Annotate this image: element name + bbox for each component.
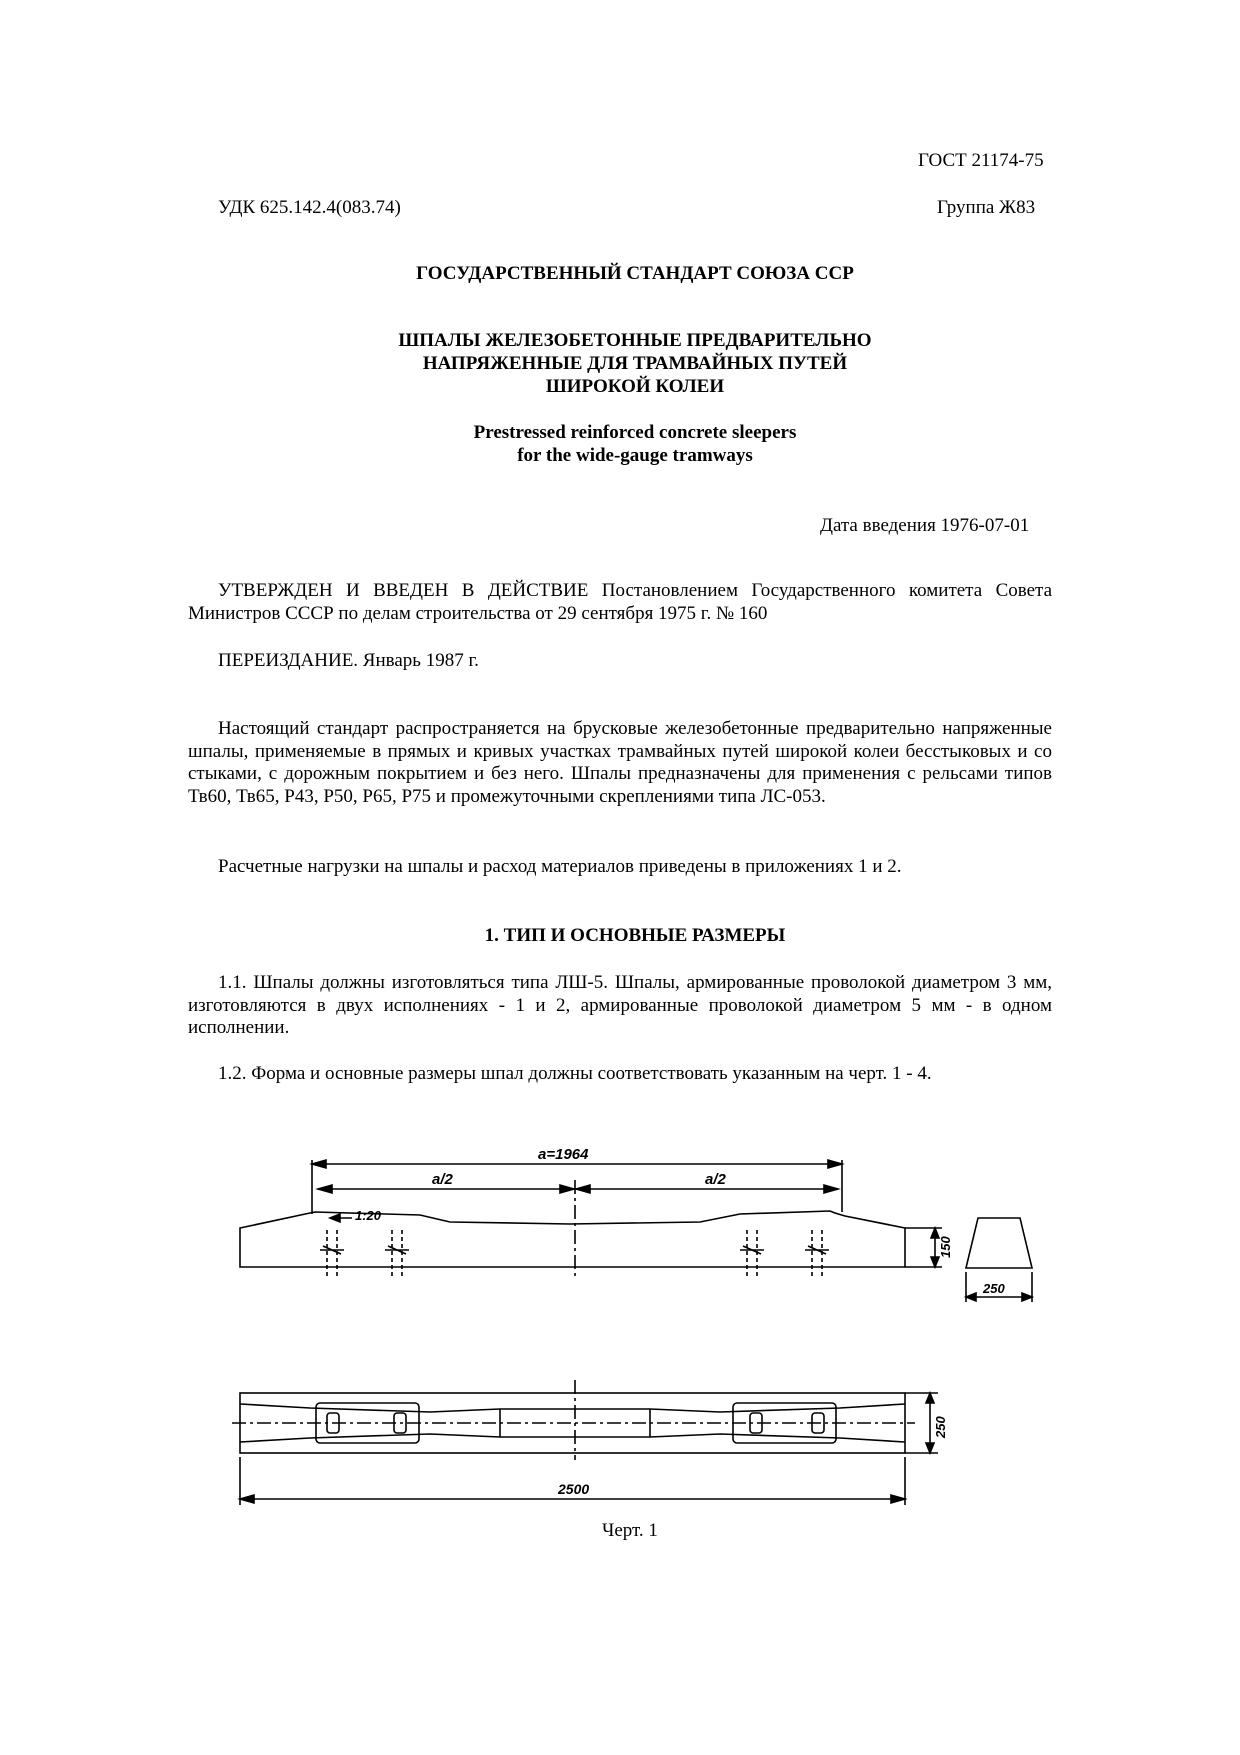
standard-title: ГОСУДАРСТВЕННЫЙ СТАНДАРТ СОЮЗА ССР xyxy=(416,263,854,284)
arrow-a-right xyxy=(828,1160,842,1168)
introduction-date: Дата введения 1976-07-01 xyxy=(820,515,1030,536)
reissue-note: ПЕРЕИЗДАНИЕ. Январь 1987 г. xyxy=(218,650,479,671)
udk-code: УДК 625.142.4(083.74) xyxy=(218,197,401,218)
plan-bottom-taper xyxy=(240,1434,905,1442)
label-slope: 1:20 xyxy=(355,1208,382,1223)
arrow-a-left xyxy=(312,1160,326,1168)
doc-title-line-1: ШПАЛЫ ЖЕЛЕЗОБЕТОННЫЕ ПРЕДВАРИТЕЛЬНО xyxy=(398,330,872,351)
doc-title-line-2: НАПРЯЖЕННЫЕ ДЛЯ ТРАМВАЙНЫХ ПУТЕЙ xyxy=(422,353,848,374)
label-dim-half-right: a/2 xyxy=(705,1171,726,1188)
annex-reference-paragraph: Расчетные нагрузки на шпалы и расход материалов приведены в приложениях 1 и 2. xyxy=(218,856,902,877)
english-title-line-1: Prestressed reinforced concrete sleepers xyxy=(473,422,797,443)
paragraph-1-1: 1.1. Шпалы должны изготовляться типа ЛШ-5. Шпалы, армированные проволокой диаметром 3 мм, изготовляются в двух исполнениях - 1 и 2, армированные проволокой диаметром 5 мм - в одном исполнении. xyxy=(188,972,1052,1038)
paragraph-1-2: 1.2. Форма и основные размеры шпал должны соответствовать указанным на черт. 1 - 4. xyxy=(218,1063,932,1084)
drawing-caption: Черт. 1 xyxy=(602,1520,658,1541)
label-dim-half-left: a/2 xyxy=(432,1171,453,1188)
label-length: 2500 xyxy=(558,1481,590,1497)
section-1-heading: 1. ТИП И ОСНОВНЫЕ РАЗМЕРЫ xyxy=(484,925,786,946)
sleeper-cross-section xyxy=(966,1218,1032,1268)
label-section-width: 250 xyxy=(983,1281,1005,1296)
approval-paragraph: УТВЕРЖДЕН И ВВЕДЕН В ДЕЙСТВИЕ Постановлением Государственного комитета Совета Министров СССР по делам строительства от 29 сентября 1975 г. № 160 xyxy=(188,580,1052,624)
scope-paragraph: Настоящий стандарт распространяется на брусковые железобетонные предварительно напряженные шпалы, применяемые в прямых и кривых участках трамвайных путей широкой колеи бесстыковых и со стыками, с дорожным покрытием и без него. Шпалы предназначены для применения с рельсами типов Тв60, Тв65, Р43, Р50, Р65, Р75 и промежуточными скреплениями типа ЛС-053. xyxy=(188,718,1052,807)
group-code: Группа Ж83 xyxy=(937,197,1036,218)
doc-title-line-3: ШИРОКОЙ КОЛЕИ xyxy=(545,376,725,397)
label-plan-width: 250 xyxy=(933,1416,948,1438)
label-dim-a: a=1964 xyxy=(538,1146,589,1163)
gost-number: ГОСТ 21174-75 xyxy=(918,150,1044,171)
english-title-line-2: for the wide-gauge tramways xyxy=(517,445,753,466)
label-height: 150 xyxy=(938,1236,953,1258)
plan-top-taper xyxy=(240,1404,905,1412)
